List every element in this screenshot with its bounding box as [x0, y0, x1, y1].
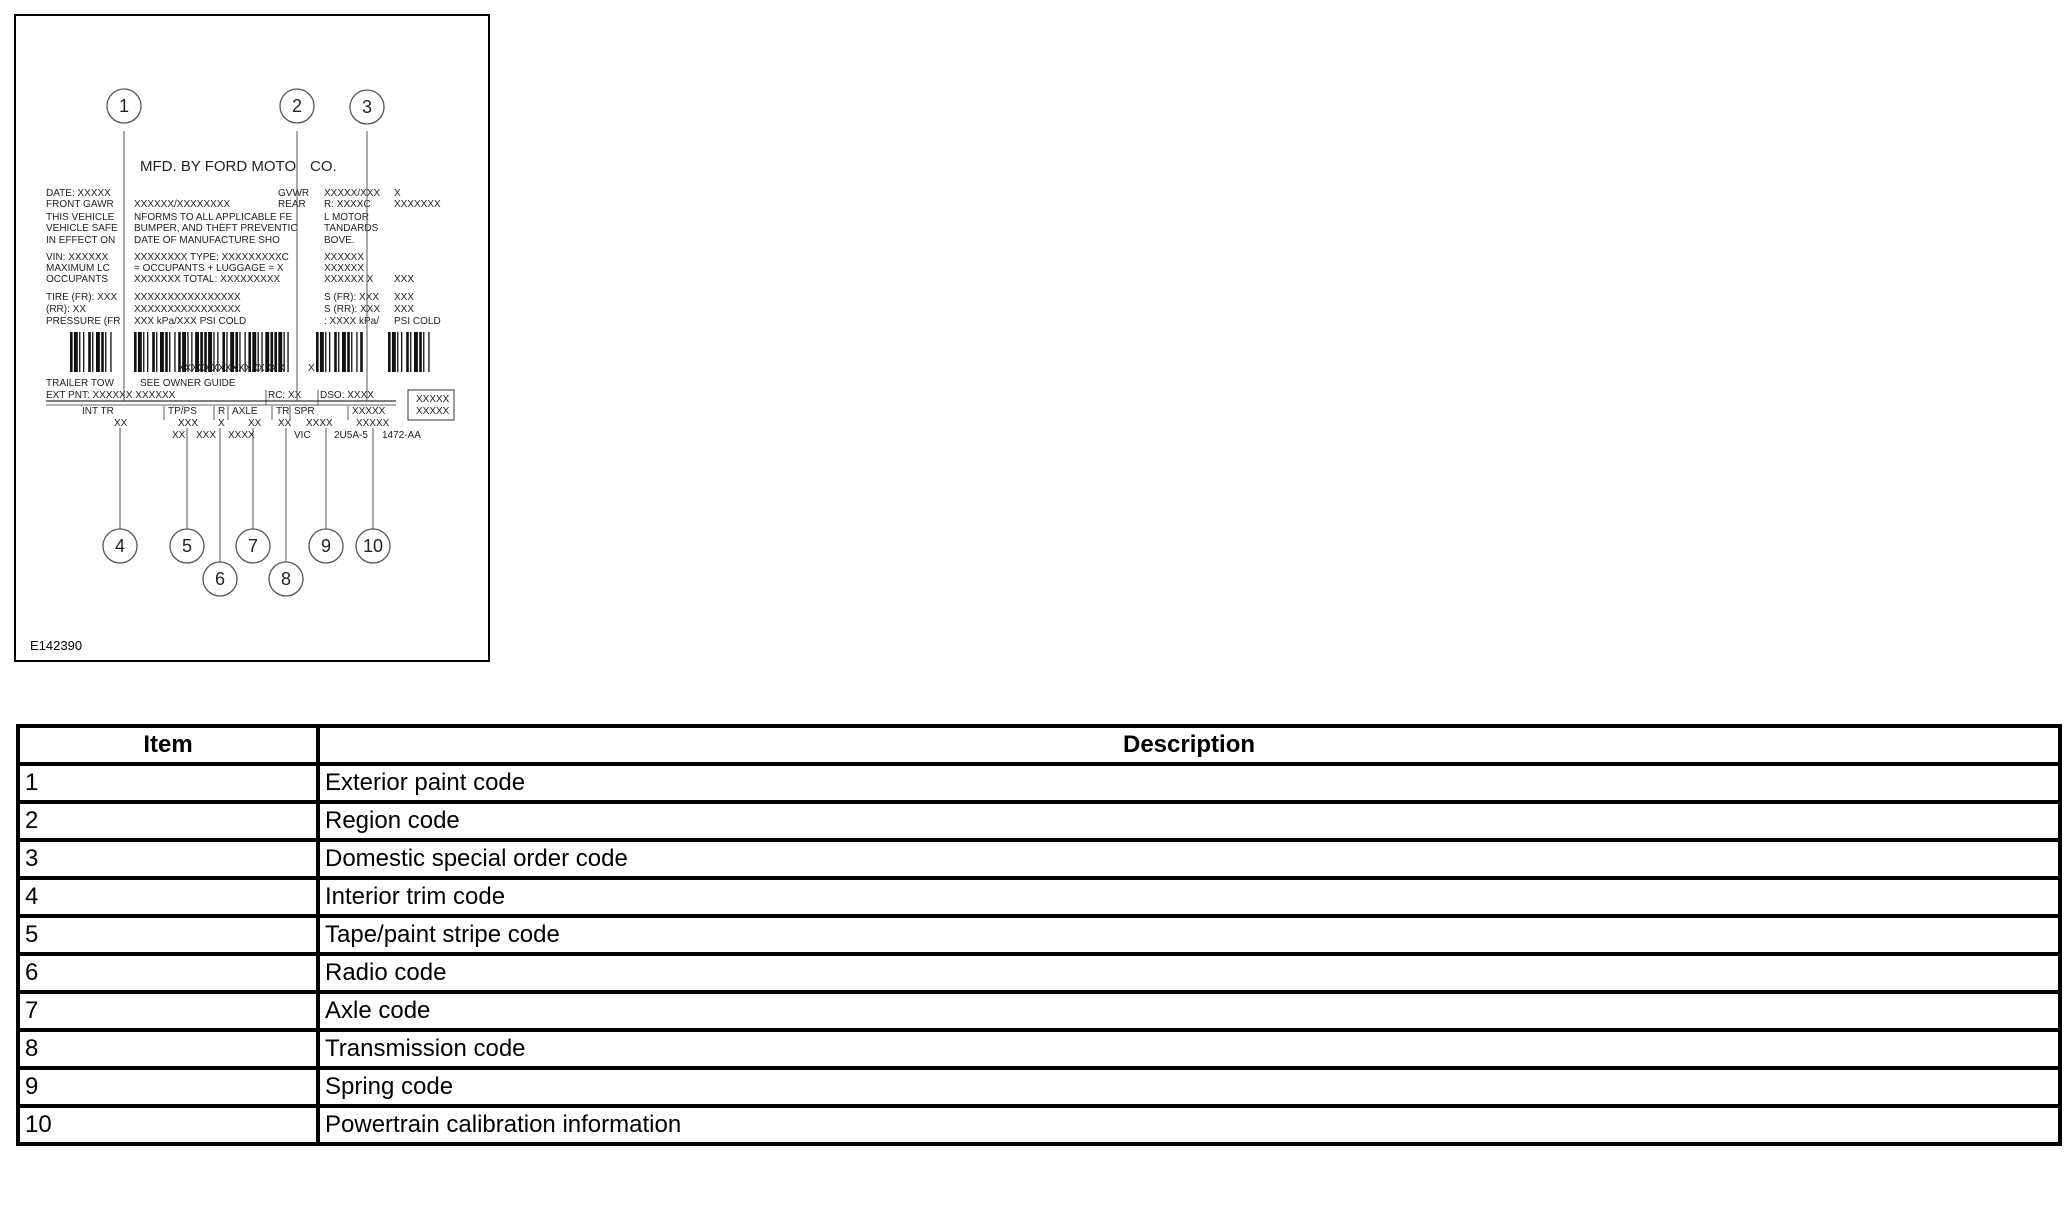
label-left-line: FRONT GAWR — [46, 199, 114, 210]
code-row2-e: 2U5A-5 — [334, 430, 368, 441]
ppc-value: XXXXX — [356, 418, 390, 429]
label-middle2-line: REAR — [278, 199, 306, 210]
illustration-frame — [14, 14, 490, 662]
item-description: Axle code — [318, 992, 2060, 1030]
item-number: 10 — [18, 1106, 318, 1144]
spr-head: SPR — [294, 406, 315, 417]
rc-label: RC: XX — [268, 390, 302, 401]
description-table — [16, 724, 2062, 1146]
barcode-left — [70, 332, 112, 372]
barcode-text: XXXXXXXXXXXXXXXX — [178, 363, 285, 374]
item-number: 8 — [18, 1030, 318, 1068]
axle-head: AXLE — [232, 406, 258, 417]
label-middle-line: XXXXXXXXXXXXXXXX — [134, 292, 241, 303]
label-right-line: R: XXXXC — [324, 199, 371, 210]
item-description: Powertrain calibration information — [318, 1106, 2060, 1144]
label-left-line: DATE: XXXXX — [46, 188, 111, 199]
item-number: 4 — [18, 878, 318, 916]
box-code-1: XXXXX — [416, 394, 450, 405]
tp-ps-value: XXX — [178, 418, 199, 429]
item-description: Radio code — [318, 954, 2060, 992]
label-left-line: TIRE (FR): XXX — [46, 292, 118, 303]
label-right-line: S (FR): XXX — [324, 292, 380, 303]
table-header-row — [18, 726, 2060, 764]
item-description: Tape/paint stripe code — [318, 916, 2060, 954]
item-number: 2 — [18, 802, 318, 840]
callout-10 — [356, 529, 390, 563]
figure-id: E142390 — [30, 638, 83, 653]
table-row — [18, 916, 2060, 954]
item-description: Interior trim code — [318, 878, 2060, 916]
header-description: Description — [318, 726, 2060, 764]
axle-value: XX — [248, 418, 262, 429]
table-row — [18, 954, 2060, 992]
item-description: Region code — [318, 802, 2060, 840]
svg-text:10: 10 — [362, 536, 384, 556]
label-right-line: XXXXXX — [324, 263, 365, 274]
label-far-right-line: XXX — [394, 304, 415, 315]
label-middle2-column — [278, 188, 309, 210]
label-far-right-line: XXX — [394, 292, 415, 303]
callout-9 — [309, 529, 343, 563]
item-description: Domestic special order code — [318, 840, 2060, 878]
label-right-line: TANDARDS — [324, 223, 379, 234]
barcode-right — [316, 332, 363, 372]
svg-text:9: 9 — [320, 536, 332, 556]
table-row — [18, 1068, 2060, 1106]
label-middle-line: XXX kPa/XXX PSI COLD — [134, 316, 247, 327]
label-middle-line: BUMPER, AND THEFT PREVENTIC — [134, 223, 298, 234]
label-middle2-line: GVWR — [278, 188, 310, 199]
label-header-suffix: CO. — [310, 158, 337, 175]
label-middle-line: NFORMS TO ALL APPLICABLE FE — [134, 212, 293, 223]
table-row — [18, 1030, 2060, 1068]
label-far-right-line: XXXXXXX — [394, 199, 441, 210]
label-middle-line: DATE OF MANUFACTURE SHO — [134, 235, 280, 246]
tr-head: TR — [276, 406, 290, 417]
item-number: 5 — [18, 916, 318, 954]
label-right-line: S (RR): XXX — [324, 304, 381, 315]
label-far-right-line: X — [394, 188, 401, 199]
callout-4 — [103, 529, 137, 563]
callout-6 — [203, 562, 237, 596]
certification-label-illustration — [16, 16, 488, 660]
label-middle-line: XXXXXXXXXXXXXXXX — [134, 304, 241, 315]
svg-text:5: 5 — [181, 536, 193, 556]
callout-1 — [107, 89, 141, 123]
spr-value: XXXX — [306, 418, 333, 429]
label-left-column — [46, 188, 120, 327]
label-far-right-column — [394, 188, 441, 327]
label-middle-line: = OCCUPANTS + LUGGAGE = X — [134, 263, 284, 274]
label-middle-line: XXXXXXXX TYPE: XXXXXXXXXC — [134, 252, 289, 263]
label-left-line: THIS VEHICLE — [46, 212, 115, 223]
barcode-far-right — [388, 332, 430, 372]
label-right-line: : XXXX kPa/ — [324, 316, 380, 327]
code-row2-c: XXXX — [228, 430, 255, 441]
trailer-tow-label: TRAILER TOW — [46, 378, 114, 389]
callout-5 — [170, 529, 204, 563]
label-left-line: IN EFFECT ON — [46, 235, 116, 246]
svg-text:2: 2 — [291, 96, 303, 116]
label-middle-line: XXXXXX/XXXXXXXX — [134, 199, 231, 210]
table-row — [18, 764, 2060, 802]
item-description: Exterior paint code — [318, 764, 2060, 802]
item-description: Spring code — [318, 1068, 2060, 1106]
table-row — [18, 1106, 2060, 1144]
label-right-line: XXXXX/XXX — [324, 188, 381, 199]
label-far-right-line: PSI COLD — [394, 316, 441, 327]
callout-3 — [350, 90, 384, 124]
table-row — [18, 992, 2060, 1030]
callout-8 — [269, 562, 303, 596]
item-number: 1 — [18, 764, 318, 802]
label-right-line: L MOTOR — [324, 212, 370, 223]
label-right-column — [324, 188, 380, 327]
r-value: X — [218, 418, 225, 429]
tp-ps-head: TP/PS — [168, 406, 197, 417]
ppc-head: XXXXX — [352, 406, 386, 417]
label-right-line: XXXXXX — [324, 252, 365, 263]
svg-text:8: 8 — [280, 569, 292, 589]
int-tr-head: INT TR — [82, 406, 114, 417]
label-right-line: XXXXXX X — [324, 274, 374, 285]
owner-guide-label: SEE OWNER GUIDE — [140, 378, 236, 389]
callout-2 — [280, 89, 314, 123]
table-row — [18, 802, 2060, 840]
item-number: 9 — [18, 1068, 318, 1106]
svg-text:1: 1 — [118, 96, 130, 116]
label-left-line: VIN: XXXXXX — [46, 252, 109, 263]
code-row2-f: 1472-AA — [382, 430, 421, 441]
label-left-line: PRESSURE (FR — [46, 316, 121, 327]
label-left-line: (RR): XX — [46, 304, 86, 315]
code-row2-a: XX — [172, 430, 186, 441]
item-number: 3 — [18, 840, 318, 878]
label-left-line: MAXIMUM LC — [46, 263, 110, 274]
label-far-right-line: XXX — [394, 274, 415, 285]
svg-text:3: 3 — [361, 97, 373, 117]
ext-pnt-label: EXT PNT: XXXXXX XXXXXX — [46, 390, 176, 401]
box-code-2: XXXXX — [416, 406, 450, 417]
label-header: MFD. BY FORD MOTO — [140, 158, 297, 175]
int-tr-value: XX — [114, 418, 128, 429]
dso-label: DSO: XXXX — [320, 390, 374, 401]
code-row2-d: VIC — [294, 430, 311, 441]
table-row — [18, 840, 2060, 878]
r-head: R — [218, 406, 226, 417]
code-row2-b: XXX — [196, 430, 217, 441]
tr-value: XX — [278, 418, 292, 429]
barcode-text-suffix: X — [308, 363, 315, 374]
label-left-line: OCCUPANTS — [46, 274, 109, 285]
label-left-line: VEHICLE SAFE — [46, 223, 118, 234]
item-number: 6 — [18, 954, 318, 992]
label-middle-line: XXXXXXX TOTAL: XXXXXXXXX — [134, 274, 281, 285]
svg-text:7: 7 — [247, 536, 259, 556]
callout-7 — [236, 529, 270, 563]
item-description: Transmission code — [318, 1030, 2060, 1068]
table-row — [18, 878, 2060, 916]
svg-text:4: 4 — [114, 536, 126, 556]
svg-text:6: 6 — [214, 569, 226, 589]
label-right-line: BOVE. — [324, 235, 355, 246]
header-item: Item — [18, 726, 318, 764]
item-number: 7 — [18, 992, 318, 1030]
label-middle-column — [134, 199, 298, 327]
